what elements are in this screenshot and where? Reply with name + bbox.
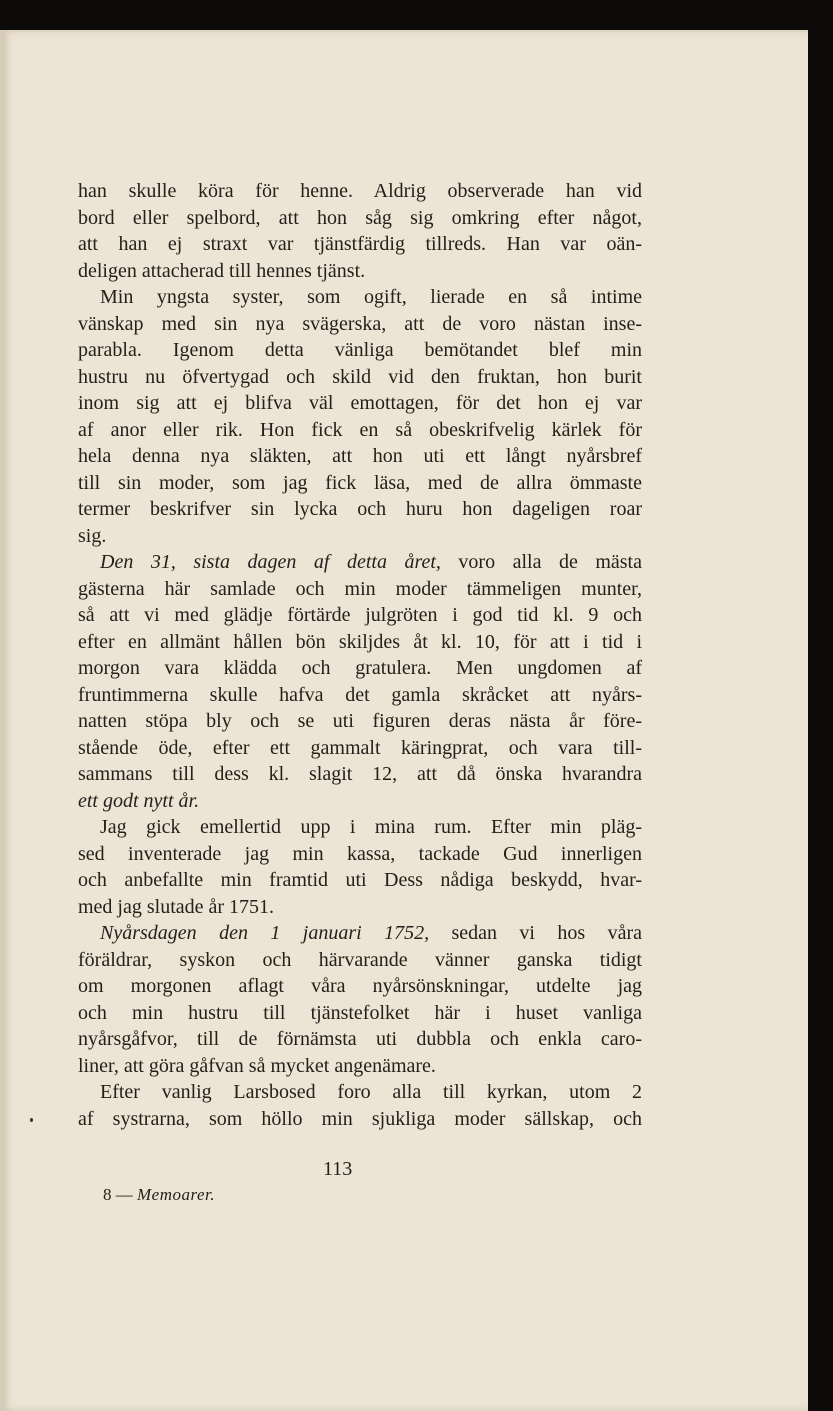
text-span: morgon vara klädda och gratulera. Men ungdomen af <box>78 657 642 679</box>
text-line <box>78 761 642 788</box>
text-span: sammans till dess kl. slagit 12, att då önska hvarandra <box>78 763 642 785</box>
text-line <box>78 231 642 258</box>
text-span: fruntimmerna skulle hafva det gamla skråcket att nyårs- <box>78 683 642 706</box>
text-span: parabla. Igenom detta vänliga bemötandet blef min <box>78 339 642 361</box>
text-span: föräldrar, syskon och härvarande vänner ganska tidigt <box>78 948 642 971</box>
signature-number: 8 — <box>103 1185 133 1204</box>
text-span: sig. <box>78 524 107 547</box>
signature-mark <box>103 1185 215 1205</box>
text-span: Min yngsta syster, som ogift, lierade en så intime <box>100 286 642 308</box>
text-line <box>78 1000 642 1027</box>
text-line <box>78 735 642 762</box>
italic-text: ett godt nytt år. <box>78 789 200 812</box>
text-line <box>78 867 642 894</box>
text-line <box>78 470 642 497</box>
text-span: af anor eller rik. Hon fick en så obeskrifvelig kärlek för <box>78 418 642 441</box>
text-line <box>78 814 642 841</box>
page-number: 113 <box>323 1158 353 1180</box>
signature-title: Memoarer. <box>137 1185 215 1204</box>
text-span: sedan vi hos våra <box>429 922 643 944</box>
text-line <box>78 417 642 444</box>
text-line <box>78 364 642 391</box>
text-span: sed inventerade jag min kassa, tackade Gud innerligen <box>78 842 642 865</box>
text-line <box>78 496 642 523</box>
text-line <box>78 1106 642 1133</box>
text-span: efter en allmänt hållen bön skiljdes åt kl. 10, för att i tid i <box>78 630 642 653</box>
ink-speck <box>30 1118 33 1122</box>
text-line <box>78 655 642 682</box>
text-line <box>78 311 642 338</box>
text-span: natten stöpa bly och se uti figuren deras nästa år före- <box>78 710 642 732</box>
text-line <box>78 708 642 735</box>
text-span: till sin moder, som jag fick läsa, med de allra ömmaste <box>78 471 642 494</box>
text-line <box>78 284 642 311</box>
text-span: hustru nu öfvertygad och skild vid den fruktan, hon burit <box>78 365 642 388</box>
text-span: deligen attacherad till hennes tjänst. <box>78 259 366 282</box>
body-text <box>78 178 642 1132</box>
text-line <box>78 1026 642 1053</box>
text-span: nyårsgåfvor, till de förnämsta uti dubbla och enkla caro- <box>78 1028 642 1050</box>
text-span: inom sig att ej blifva väl emottagen, för det hon ej var <box>78 392 642 414</box>
text-span: gästerna här samlade och min moder tämmeligen munter, <box>78 577 642 600</box>
text-span: han skulle köra för henne. Aldrig observerade han vid <box>78 180 642 202</box>
text-span: hela denna nya släkten, att hon uti ett långt nyårsbref <box>78 445 642 467</box>
text-span: voro alla de mästa <box>440 551 642 573</box>
text-span: om morgonen aflagt våra nyårsönskningar, utdelte jag <box>78 975 642 997</box>
text-line <box>78 1079 642 1106</box>
text-span: Jag gick emellertid upp i mina rum. Efter min pläg- <box>100 816 642 838</box>
text-span: så att vi med glädje förtärde julgröten i god tid kl. 9 och <box>78 604 642 626</box>
text-span: af systrarna, som höllo min sjukliga moder sällskap, och <box>78 1107 642 1130</box>
text-span: liner, att göra gåfvan så mycket angenämare. <box>78 1054 436 1077</box>
text-span: stående öde, efter ett gammalt käringprat, och vara till- <box>78 736 642 759</box>
text-line <box>78 576 642 603</box>
text-line <box>78 602 642 629</box>
text-line <box>78 894 642 921</box>
text-span: och min hustru till tjänstefolket här i huset vanliga <box>78 1001 642 1024</box>
text-line <box>78 523 642 550</box>
text-span: vänskap med sin nya svägerska, att de voro nästan inse- <box>78 312 642 335</box>
text-span: bord eller spelbord, att hon såg sig omkring efter något, <box>78 206 642 229</box>
text-span: att han ej straxt var tjänstfärdig tillreds. Han var oän- <box>78 233 642 255</box>
text-line <box>78 973 642 1000</box>
text-line <box>78 337 642 364</box>
italic-text: Nyårsdagen den 1 januari 1752, <box>100 922 430 944</box>
text-line <box>78 629 642 656</box>
text-line <box>78 443 642 470</box>
text-span: Efter vanlig Larsbosed foro alla till kyrkan, utom 2 <box>100 1081 642 1103</box>
text-line <box>78 682 642 709</box>
text-span: och anbefallte min framtid uti Dess nådiga beskydd, hvar- <box>78 869 642 891</box>
text-line <box>78 1053 642 1080</box>
text-line <box>78 841 642 868</box>
text-line <box>78 178 642 205</box>
page-edge-shadow <box>0 30 8 1411</box>
text-line <box>78 549 642 576</box>
text-line <box>78 947 642 974</box>
text-line <box>78 920 642 947</box>
text-span: termer beskrifver sin lycka och huru hon dageligen roar <box>78 498 642 520</box>
text-line <box>78 390 642 417</box>
text-line <box>78 258 642 285</box>
italic-text: Den 31, sista dagen af detta året, <box>100 551 441 573</box>
book-page <box>0 30 808 1411</box>
text-line <box>78 788 642 815</box>
text-span: med jag slutade år 1751. <box>78 895 275 918</box>
text-line <box>78 205 642 232</box>
